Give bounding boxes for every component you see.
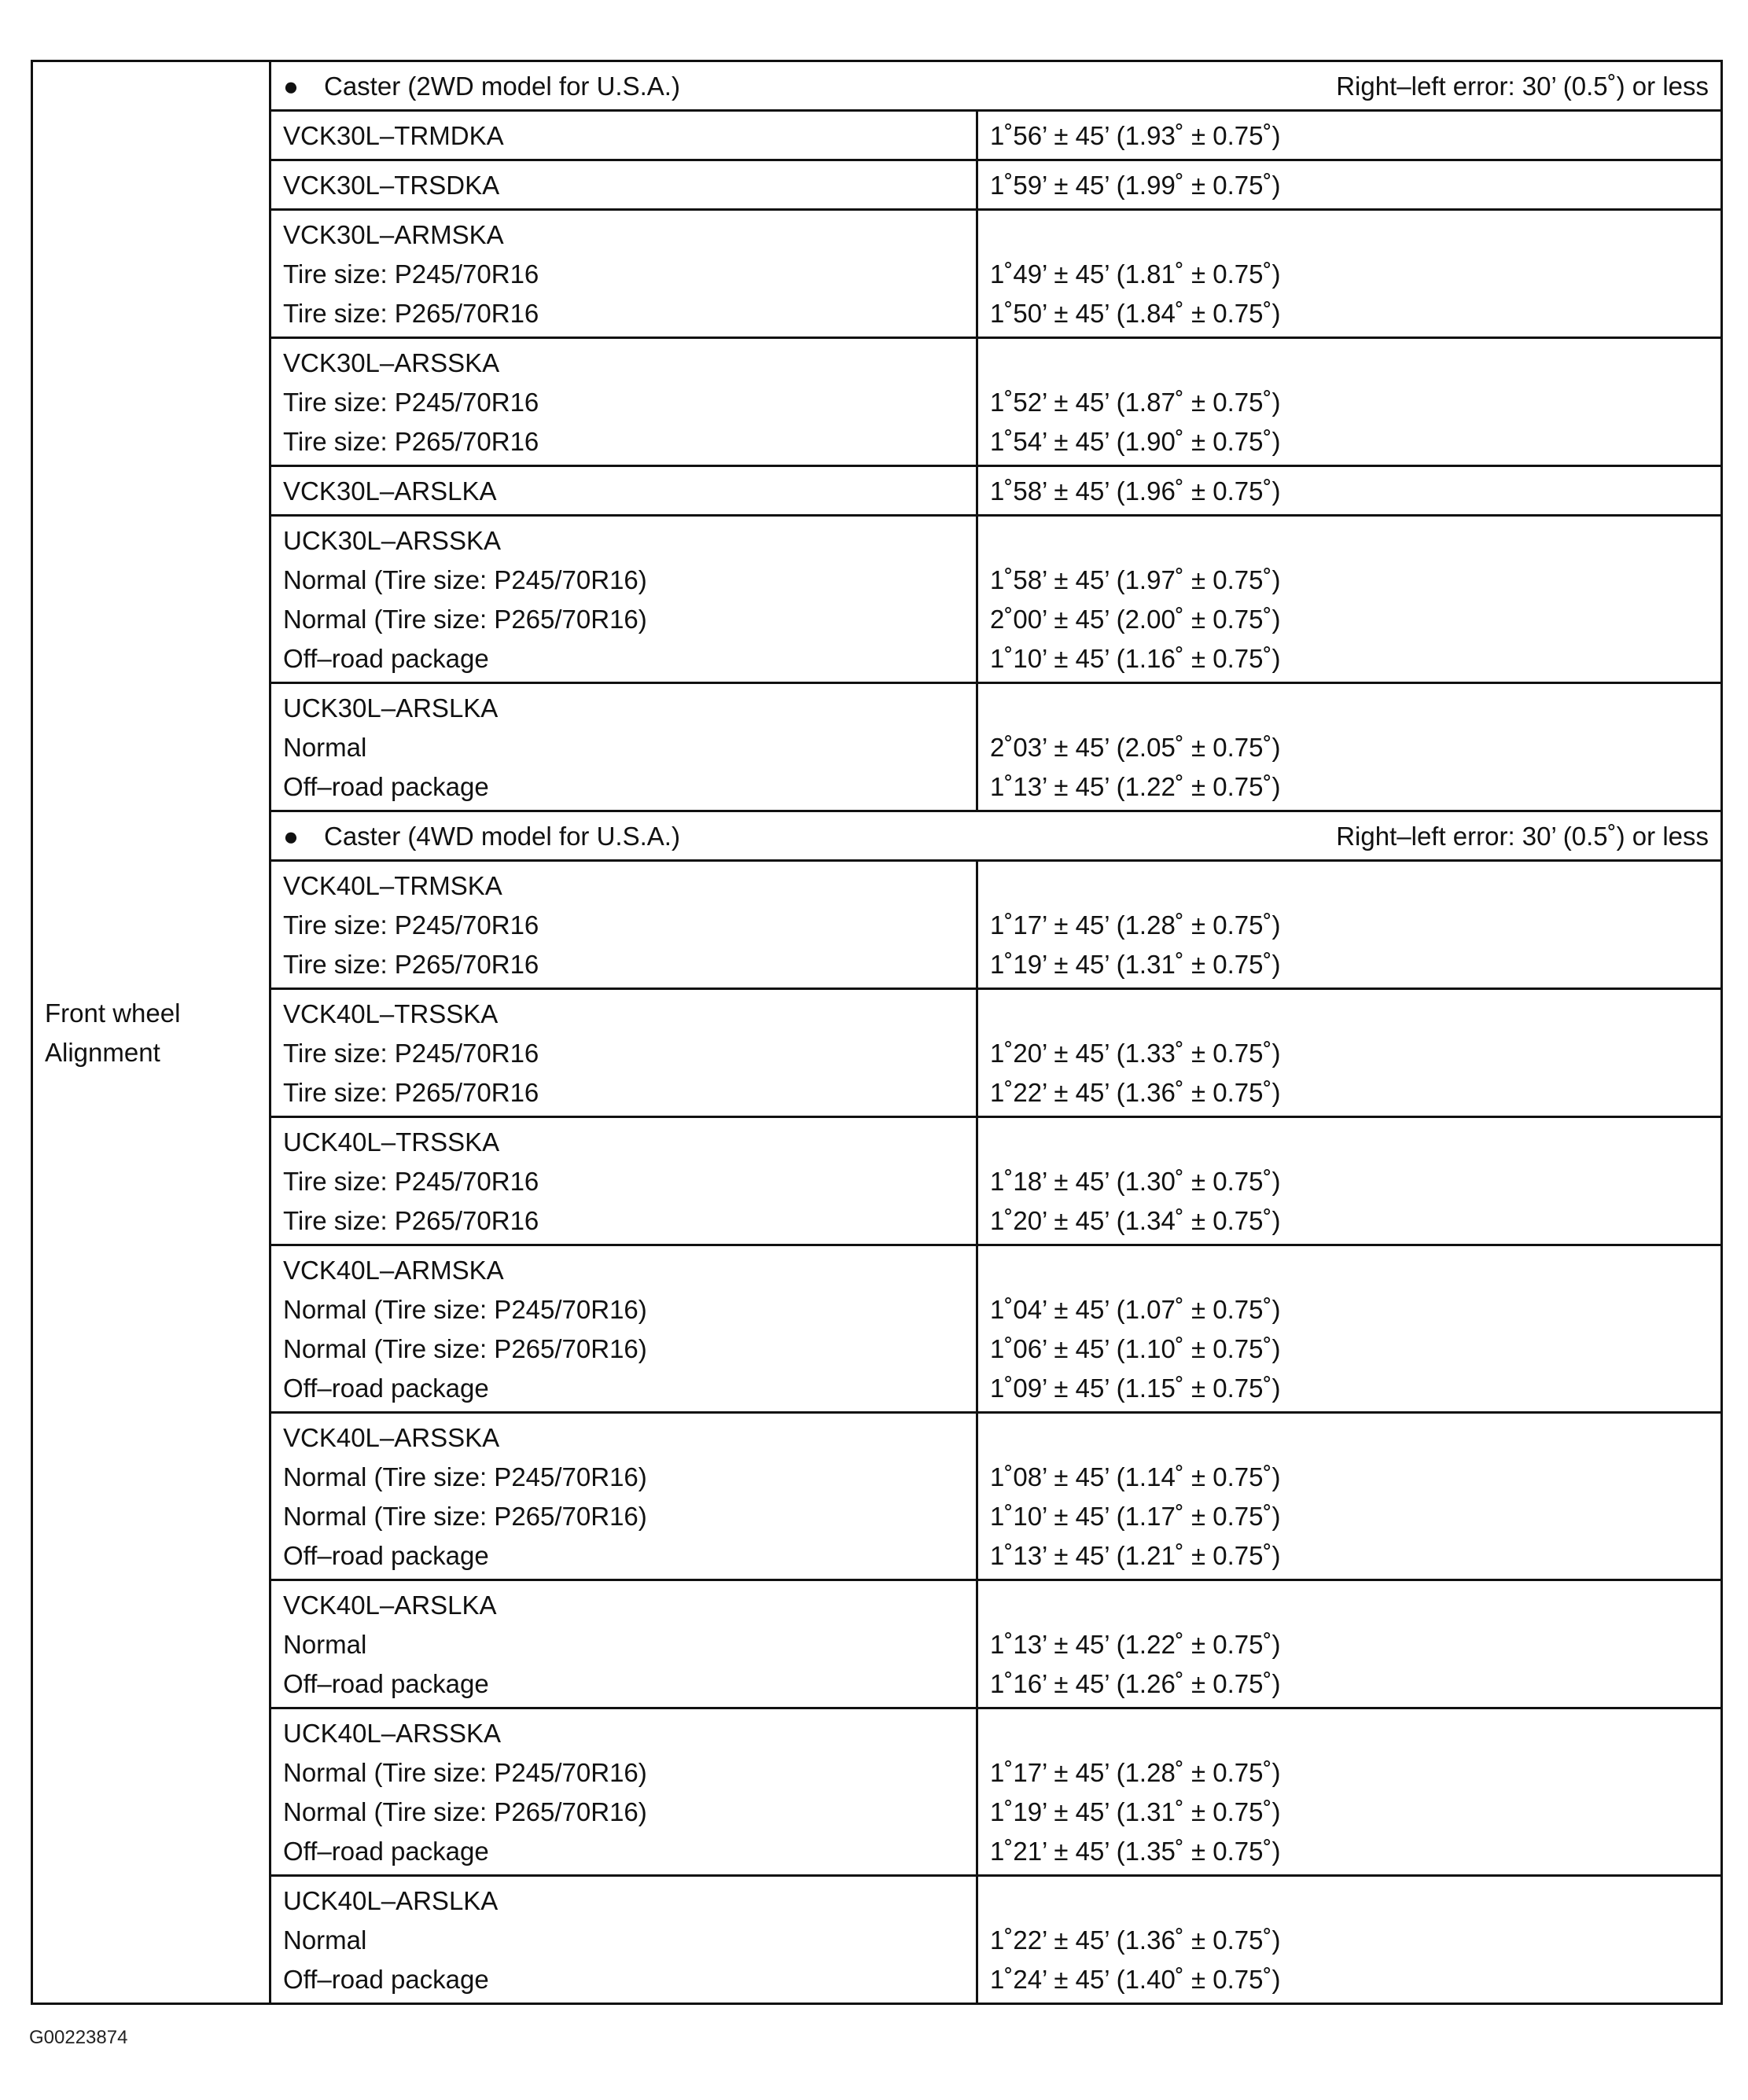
caster-value: 1˚10’ ± 45’ (1.16˚ ± 0.75˚)	[990, 644, 1281, 673]
condition-label: Tire size: P265/70R16	[283, 950, 539, 979]
caster-value: 1˚24’ ± 45’ (1.40˚ ± 0.75˚)	[990, 1965, 1281, 1994]
condition-label: Off–road package	[283, 1541, 489, 1570]
model-code: VCK40L–ARSSKA	[283, 1423, 500, 1452]
model-code: UCK30L–ARSSKA	[283, 526, 501, 555]
model-row	[32, 989, 1722, 1117]
caster-value: 1˚18’ ± 45’ (1.30˚ ± 0.75˚)	[990, 1167, 1281, 1196]
model-row	[32, 160, 1722, 210]
label-line: Front wheel	[45, 999, 181, 1028]
condition-label: Tire size: P265/70R16	[283, 299, 539, 328]
model-cell	[270, 1876, 977, 2004]
caster-value: 1˚19’ ± 45’ (1.31˚ ± 0.75˚)	[990, 950, 1281, 979]
model-row	[32, 1580, 1722, 1708]
condition-label: Normal (Tire size: P265/70R16)	[283, 1334, 647, 1363]
value-cell	[977, 989, 1722, 1117]
condition-label: Off–road package	[283, 1837, 489, 1866]
model-row	[32, 861, 1722, 989]
model-code: UCK30L–ARSLKA	[283, 693, 499, 723]
condition-label: Tire size: P245/70R16	[283, 910, 539, 940]
model-code: VCK30L–ARSSKA	[283, 348, 500, 377]
section-header	[283, 67, 1709, 106]
section-title-wrap	[283, 817, 680, 856]
caster-value: 1˚52’ ± 45’ (1.87˚ ± 0.75˚)	[990, 388, 1281, 417]
condition-label: Off–road package	[283, 1374, 489, 1403]
value-cell	[977, 1708, 1722, 1876]
value-cell	[977, 111, 1722, 160]
caster-value: 1˚16’ ± 45’ (1.26˚ ± 0.75˚)	[990, 1669, 1281, 1698]
condition-label: Normal (Tire size: P245/70R16)	[283, 1462, 647, 1491]
label-line: Alignment	[45, 1038, 160, 1067]
condition-label: Normal	[283, 733, 367, 762]
model-row	[32, 1876, 1722, 2004]
section-header-cell	[270, 811, 1722, 861]
caster-value: 1˚10’ ± 45’ (1.17˚ ± 0.75˚)	[990, 1502, 1281, 1531]
condition-label: Tire size: P245/70R16	[283, 1167, 539, 1196]
condition-label: Normal (Tire size: P265/70R16)	[283, 1797, 647, 1826]
section-title: Caster (4WD model for U.S.A.)	[324, 822, 680, 851]
condition-label: Off–road package	[283, 1965, 489, 1994]
model-cell	[270, 683, 977, 811]
caster-value: 1˚09’ ± 45’ (1.15˚ ± 0.75˚)	[990, 1374, 1281, 1403]
model-row	[32, 210, 1722, 338]
model-cell	[270, 1413, 977, 1580]
model-cell	[270, 466, 977, 516]
model-row	[32, 1413, 1722, 1580]
model-cell	[270, 1117, 977, 1245]
caster-value: 1˚13’ ± 45’ (1.22˚ ± 0.75˚)	[990, 772, 1281, 801]
figure-code: G00223874	[29, 2027, 128, 2048]
condition-label: Normal (Tire size: P245/70R16)	[283, 1758, 647, 1787]
caster-value: 1˚22’ ± 45’ (1.36˚ ± 0.75˚)	[990, 1078, 1281, 1107]
caster-value: 1˚54’ ± 45’ (1.90˚ ± 0.75˚)	[990, 427, 1281, 456]
model-cell	[270, 210, 977, 338]
spacer	[990, 1123, 1709, 1162]
caster-value: 1˚49’ ± 45’ (1.81˚ ± 0.75˚)	[990, 259, 1281, 289]
caster-value: 1˚06’ ± 45’ (1.10˚ ± 0.75˚)	[990, 1334, 1281, 1363]
model-row	[32, 338, 1722, 466]
section-header-cell	[270, 61, 1722, 111]
spacer	[990, 1586, 1709, 1625]
spacer	[990, 1418, 1709, 1458]
model-row	[32, 111, 1722, 160]
condition-label: Off–road package	[283, 1669, 489, 1698]
model-code: VCK30L–ARSLKA	[283, 476, 497, 506]
bullet-icon: ●	[283, 822, 299, 851]
section-header	[283, 817, 1709, 856]
model-code: VCK40L–ARSLKA	[283, 1591, 497, 1620]
condition-label: Tire size: P245/70R16	[283, 259, 539, 289]
caster-value: 2˚00’ ± 45’ (2.00˚ ± 0.75˚)	[990, 605, 1281, 634]
value-cell	[977, 338, 1722, 466]
section-title: Caster (2WD model for U.S.A.)	[324, 72, 680, 101]
model-code: VCK30L–TRSDKA	[283, 171, 500, 200]
model-code: UCK40L–ARSSKA	[283, 1719, 501, 1748]
caster-value: 1˚19’ ± 45’ (1.31˚ ± 0.75˚)	[990, 1797, 1281, 1826]
model-code: VCK30L–TRMDKA	[283, 121, 504, 150]
model-cell	[270, 338, 977, 466]
condition-label: Tire size: P265/70R16	[283, 1078, 539, 1107]
caster-spec-table	[31, 60, 1723, 2005]
spacer	[990, 1714, 1709, 1753]
model-code: VCK30L–ARMSKA	[283, 220, 504, 249]
model-cell	[270, 516, 977, 683]
model-row	[32, 516, 1722, 683]
caster-value: 1˚56’ ± 45’ (1.93˚ ± 0.75˚)	[990, 121, 1281, 150]
section-header-row	[32, 61, 1722, 111]
caster-value: 1˚22’ ± 45’ (1.36˚ ± 0.75˚)	[990, 1925, 1281, 1955]
condition-label: Normal (Tire size: P265/70R16)	[283, 605, 647, 634]
model-code: VCK40L–TRMSKA	[283, 871, 502, 900]
model-cell	[270, 1580, 977, 1708]
condition-label: Tire size: P245/70R16	[283, 1039, 539, 1068]
model-cell	[270, 160, 977, 210]
value-cell	[977, 1876, 1722, 2004]
caster-value: 1˚04’ ± 45’ (1.07˚ ± 0.75˚)	[990, 1295, 1281, 1324]
caster-value: 1˚59’ ± 45’ (1.99˚ ± 0.75˚)	[990, 171, 1281, 200]
value-cell	[977, 1580, 1722, 1708]
model-code: UCK40L–TRSSKA	[283, 1127, 500, 1157]
value-cell	[977, 861, 1722, 989]
condition-label: Normal (Tire size: P245/70R16)	[283, 565, 647, 594]
bullet-icon: ●	[283, 72, 299, 101]
model-code: VCK40L–ARMSKA	[283, 1256, 504, 1285]
value-cell	[977, 1413, 1722, 1580]
spacer	[990, 1251, 1709, 1290]
condition-label: Off–road package	[283, 644, 489, 673]
caster-value: 1˚13’ ± 45’ (1.21˚ ± 0.75˚)	[990, 1541, 1281, 1570]
spacer	[990, 1881, 1709, 1921]
spacer	[990, 995, 1709, 1034]
spacer	[990, 215, 1709, 255]
caster-spec-body	[32, 61, 1722, 2004]
model-code: UCK40L–ARSLKA	[283, 1886, 499, 1915]
value-cell	[977, 1245, 1722, 1413]
caster-value: 1˚21’ ± 45’ (1.35˚ ± 0.75˚)	[990, 1837, 1281, 1866]
caster-value: 2˚03’ ± 45’ (2.05˚ ± 0.75˚)	[990, 733, 1281, 762]
model-cell	[270, 861, 977, 989]
right-left-error-note: Right–left error: 30’ (0.5˚) or less	[1336, 72, 1709, 101]
condition-label: Off–road package	[283, 772, 489, 801]
model-row	[32, 683, 1722, 811]
value-cell	[977, 516, 1722, 683]
model-cell	[270, 1245, 977, 1413]
value-cell	[977, 683, 1722, 811]
value-cell	[977, 210, 1722, 338]
caster-value: 1˚58’ ± 45’ (1.97˚ ± 0.75˚)	[990, 565, 1281, 594]
caster-value: 1˚50’ ± 45’ (1.84˚ ± 0.75˚)	[990, 299, 1281, 328]
spacer	[990, 866, 1709, 906]
model-row	[32, 1708, 1722, 1876]
section-header-row	[32, 811, 1722, 861]
condition-label: Tire size: P245/70R16	[283, 388, 539, 417]
condition-label: Normal (Tire size: P245/70R16)	[283, 1295, 647, 1324]
model-cell	[270, 111, 977, 160]
model-cell	[270, 989, 977, 1117]
caster-value: 1˚20’ ± 45’ (1.33˚ ± 0.75˚)	[990, 1039, 1281, 1068]
caster-value: 1˚58’ ± 45’ (1.96˚ ± 0.75˚)	[990, 476, 1281, 506]
condition-label: Tire size: P265/70R16	[283, 427, 539, 456]
spacer	[990, 521, 1709, 561]
model-code: VCK40L–TRSSKA	[283, 999, 499, 1028]
model-row	[32, 466, 1722, 516]
value-cell	[977, 160, 1722, 210]
section-title-wrap	[283, 67, 680, 106]
condition-label: Normal (Tire size: P265/70R16)	[283, 1502, 647, 1531]
model-cell	[270, 1708, 977, 1876]
spacer	[990, 344, 1709, 383]
caster-value: 1˚08’ ± 45’ (1.14˚ ± 0.75˚)	[990, 1462, 1281, 1491]
value-cell	[977, 1117, 1722, 1245]
caster-value: 1˚20’ ± 45’ (1.34˚ ± 0.75˚)	[990, 1206, 1281, 1235]
condition-label: Normal	[283, 1925, 367, 1955]
model-row	[32, 1117, 1722, 1245]
model-row	[32, 1245, 1722, 1413]
spacer	[990, 689, 1709, 728]
value-cell	[977, 466, 1722, 516]
front-wheel-alignment-label	[32, 61, 270, 2004]
condition-label: Tire size: P265/70R16	[283, 1206, 539, 1235]
right-left-error-note: Right–left error: 30’ (0.5˚) or less	[1336, 822, 1709, 851]
condition-label: Normal	[283, 1630, 367, 1659]
caster-value: 1˚17’ ± 45’ (1.28˚ ± 0.75˚)	[990, 1758, 1281, 1787]
caster-value: 1˚17’ ± 45’ (1.28˚ ± 0.75˚)	[990, 910, 1281, 940]
caster-value: 1˚13’ ± 45’ (1.22˚ ± 0.75˚)	[990, 1630, 1281, 1659]
